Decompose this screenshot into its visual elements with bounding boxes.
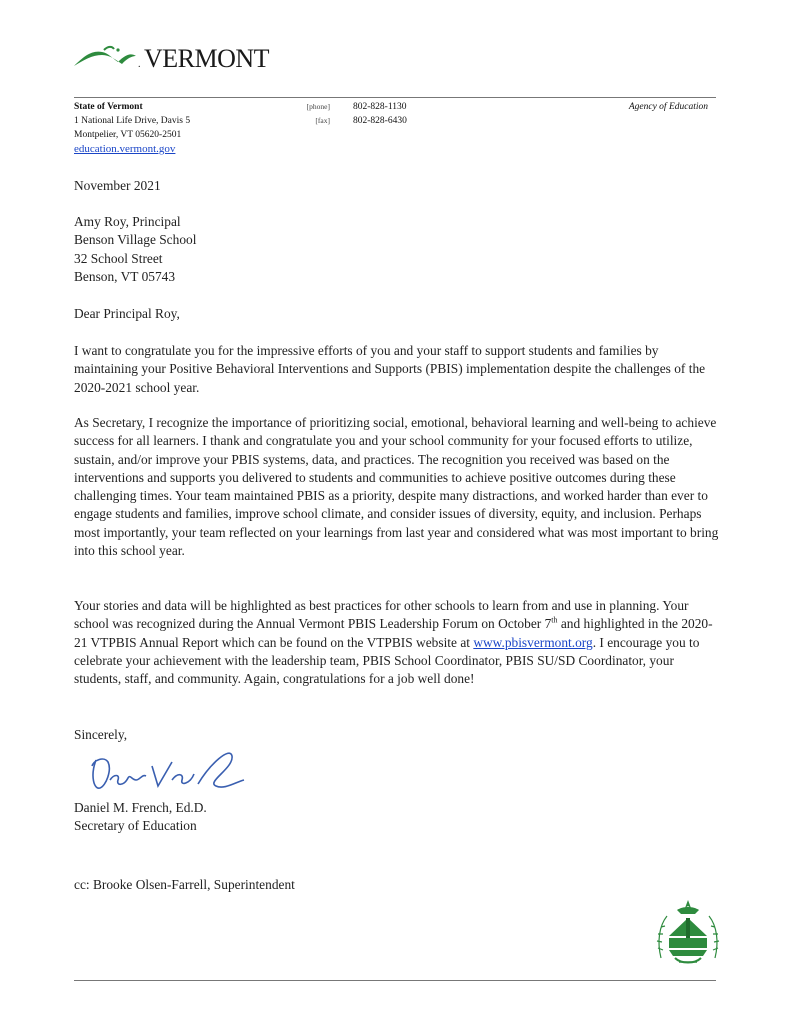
contact-labels <box>300 100 330 128</box>
logo-wordmark: VERMONT <box>144 44 270 73</box>
address-line-1: 1 National Life Drive, Davis 5 <box>74 116 191 126</box>
signer-block <box>74 799 724 836</box>
handwritten-signature-icon <box>86 746 246 801</box>
closing: Sincerely, <box>74 727 128 742</box>
recipient-line: Benson Village School <box>74 232 197 248</box>
cc-line: cc: Brooke Olsen-Farrell, Superintendent <box>74 877 295 892</box>
paragraph-2-text: As Secretary, I recognize the importance of prioritizing social, emotional, behavioral learning and well-being to achieve success for all learners. I thank and congratulate you and your school community for your focused efforts to utilize, sustain, and/or improve your PBIS systems, data, and practices. The recognition you received was based on the interventions and supports you delivered to students and communities to achieve positive outcomes during these challenging times. Your team maintained PBIS as a priority, despite many distractions, and worked harder than ever to engage students and families, improve school climate, and consider issues of diversity, equity, and inclusion. Perhaps most importantly, your team reflected on your learnings from last year and considered what was most important to bring into this school year. <box>74 415 719 559</box>
agency-name: Agency of Education <box>628 102 708 112</box>
org-name: State of Vermont <box>74 102 143 112</box>
fax-label: [fax] <box>315 116 330 125</box>
pbis-website-link[interactable]: www.pbisvermont.org <box>473 634 593 650</box>
ordinal-suffix: th <box>551 615 558 625</box>
paragraph-1 <box>74 342 724 397</box>
letter-date: November 2021 <box>74 178 161 193</box>
fax-number: 802-828-6430 <box>353 116 407 126</box>
footer-rule <box>74 980 716 981</box>
signer-title: Secretary of Education <box>74 818 197 834</box>
sender-address <box>74 100 190 156</box>
salutation: Dear Principal Roy, <box>74 306 180 321</box>
vermont-logo <box>74 42 270 73</box>
mountain-logo-icon <box>74 42 154 72</box>
vermont-state-seal-icon <box>655 898 721 975</box>
address-line-2: Montpelier, VT 05620-2501 <box>74 130 182 140</box>
paragraph-3-text-b: and highlighted in the 2020-21 VTPBIS Annual Report which can be found on the VTPBIS website at <box>74 616 713 650</box>
logo-dot: . <box>138 59 141 70</box>
recipient-block <box>74 213 724 286</box>
header-rule <box>74 97 716 98</box>
website-link[interactable]: education.vermont.gov <box>74 143 176 155</box>
paragraph-2 <box>74 414 724 560</box>
recipient-line: Amy Roy, Principal <box>74 214 181 229</box>
paragraph-3-text-a: Your stories and data will be highlighted as best practices for other schools to learn from and use in planning. Your school was recognized during the Annual Vermont PBIS Leadership Forum on October 7 <box>74 598 689 632</box>
paragraph-3 <box>74 597 724 688</box>
recipient-line: Benson, VT 05743 <box>74 268 176 284</box>
paragraph-3-text-c: . I encourage you to celebrate your achievement with the leadership team, PBIS School Coordinator, PBIS SU/SD Coordinator, your students, staff, and community. Again, congratulations for a job well done! <box>74 634 700 687</box>
recipient-line: 32 School Street <box>74 250 163 266</box>
phone-label: [phone] <box>306 102 330 111</box>
contact-numbers <box>353 100 407 128</box>
signer-name: Daniel M. French, Ed.D. <box>74 800 207 815</box>
paragraph-1-text: I want to congratulate you for the impressive efforts of you and your staff to support students and families by maintaining your Positive Behavioral Interventions and Supports (PBIS) implementation despite the challenges of the 2020-2021 school year. <box>74 343 706 395</box>
phone-number: 802-828-1130 <box>353 102 407 112</box>
